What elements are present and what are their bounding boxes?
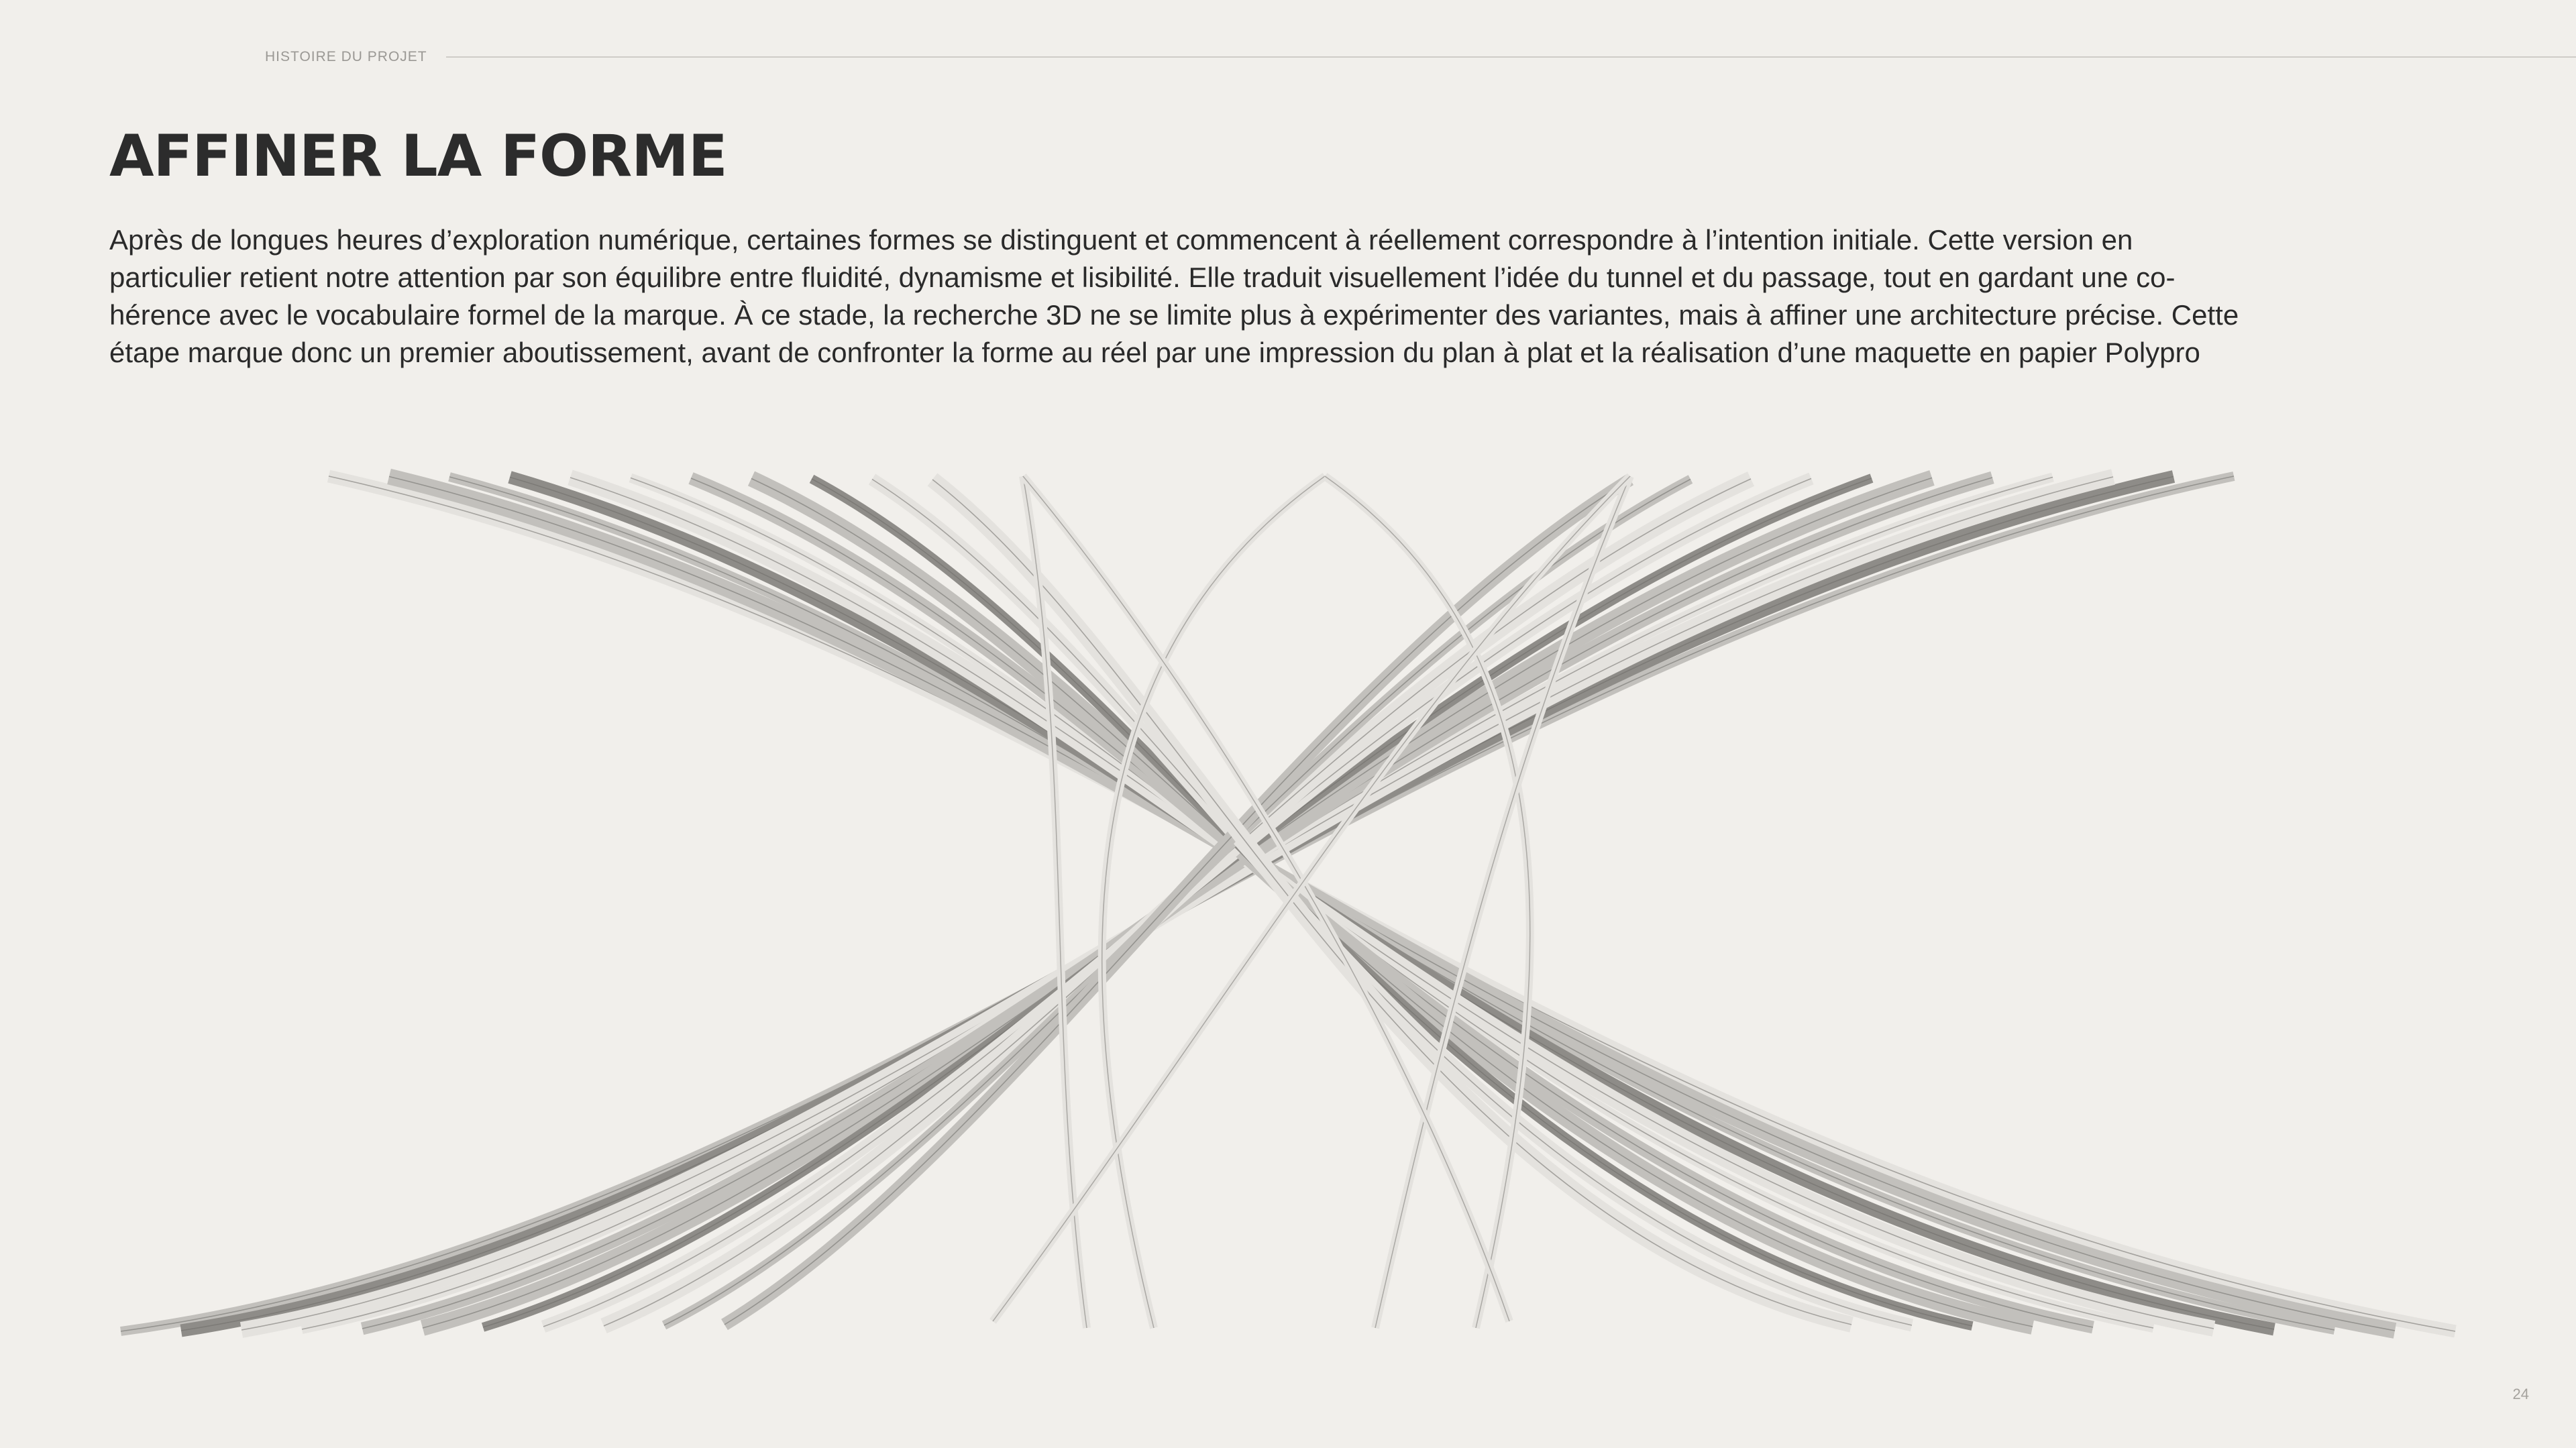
body-paragraph [109, 221, 2471, 372]
section-label: HISTOIRE DU PROJET [265, 49, 427, 64]
body-line: hérence avec le vocabulaire formel de la marque. À ce stade, la recherche 3D ne se limite plus à expérimenter des variantes, mais à affiner une architecture précise. Cette [109, 299, 2239, 331]
ribbon-group [121, 476, 2455, 1331]
page-title: AFFINER LA FORME [109, 123, 727, 190]
body-line: Après de longues heures d’exploration numérique, certaines formes se distinguent et commencent à réellement correspondre à l’intention initiale. Cette version en [109, 224, 2133, 256]
body-line: étape marque donc un premier aboutissement, avant de confronter la forme au réel par une impression du plan à plat et la réalisation d’une maquette en papier Polypro [109, 337, 2200, 368]
header-divider [446, 56, 2576, 58]
arch-ribbon [1023, 476, 1509, 1321]
body-line: particulier retient notre attention par son équilibre entre fluidité, dynamisme et lisibilité. Elle traduit visuellement l’idée du tunnel et du passage, tout en gardant une co- [109, 262, 2176, 293]
arch-edge [1023, 476, 1509, 1321]
ribbon-sculpture-render [0, 429, 2576, 1355]
page-header [265, 47, 2576, 67]
page-number: 24 [2512, 1386, 2529, 1402]
